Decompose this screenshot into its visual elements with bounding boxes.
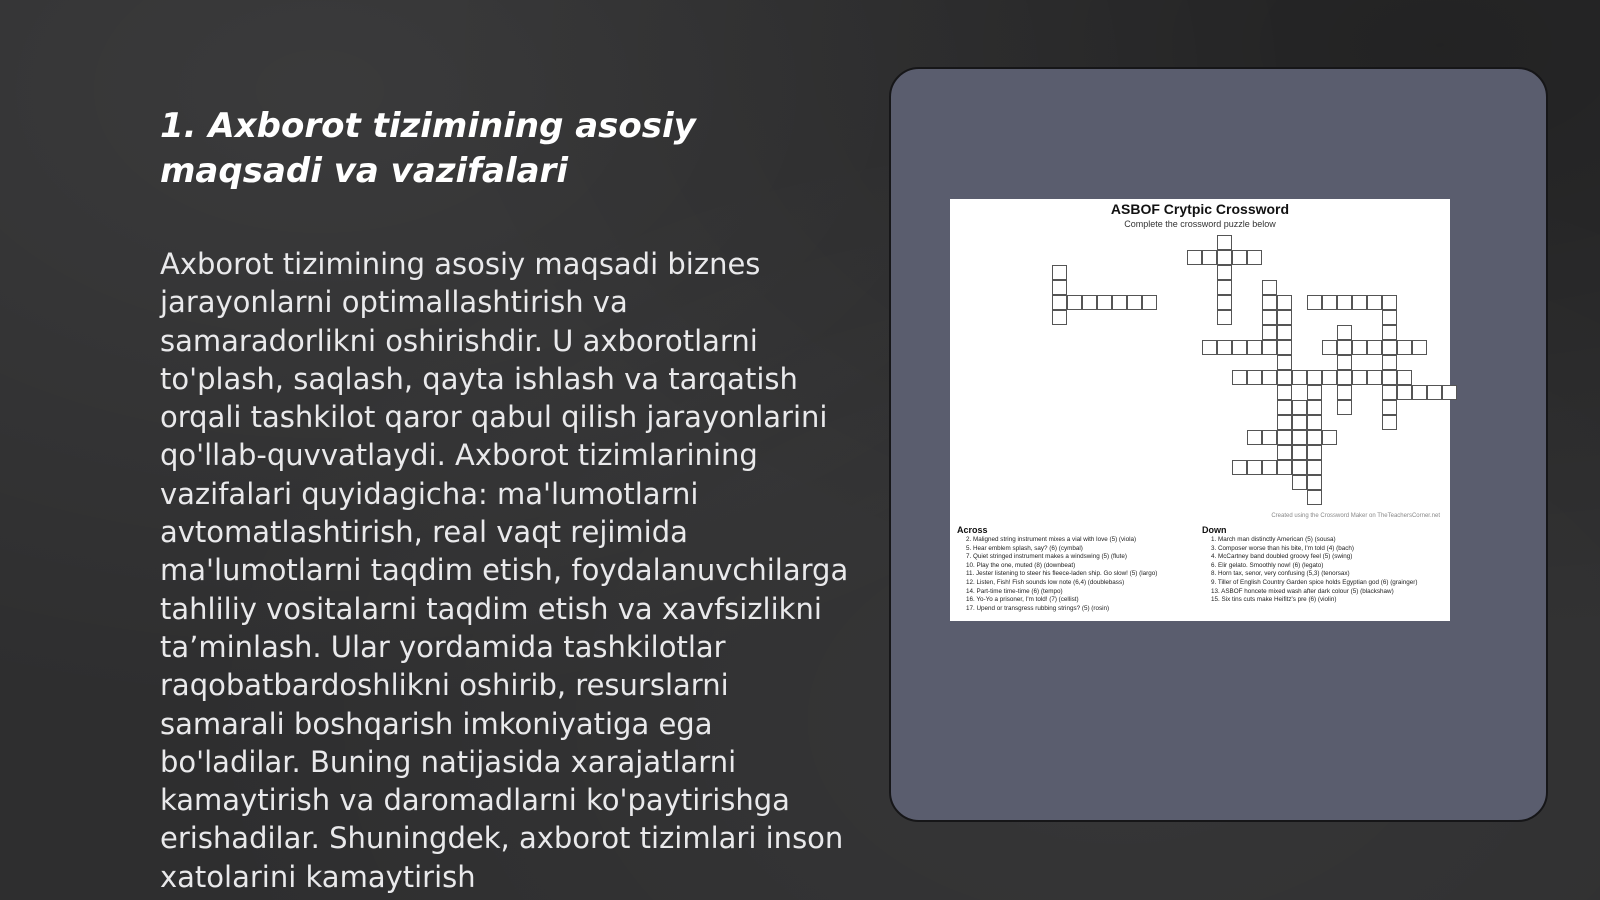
crossword-cell (1307, 445, 1322, 460)
crossword-cell (1442, 385, 1457, 400)
crossword-cell (1277, 310, 1292, 325)
crossword-cell (1382, 295, 1397, 310)
crossword-cell (1277, 325, 1292, 340)
crossword-cell (1232, 250, 1247, 265)
crossword-cell (1307, 490, 1322, 505)
across-clue: 2. Maligned string instrument mixes a vial with love (5) (viola) (966, 536, 1137, 543)
crossword-cell (1382, 385, 1397, 400)
crossword-cell (1292, 370, 1307, 385)
crossword-cell (1307, 415, 1322, 430)
crossword-cell (1277, 430, 1292, 445)
down-clue: 9. Tiller of English Country Garden spice holds Egyptian god (6) (grainger) (1211, 578, 1418, 586)
crossword-credit: Created using the Crossword Maker on TheTeachersCorner.net (1271, 513, 1440, 519)
crossword-cell (1262, 430, 1277, 445)
across-clue: 5. Hear emblem splash, say? (6) (cymbal) (966, 544, 1083, 552)
across-clue: 17. Upend or transgress rubbing strings? (5) (rosin) (966, 604, 1110, 612)
crossword-cell (1307, 295, 1322, 310)
crossword-cell (1262, 370, 1277, 385)
crossword-grid (950, 199, 1450, 529)
crossword-cell (1052, 295, 1067, 310)
down-clue: 4. McCartney band doubled groovy feel (5) (swing) (1211, 553, 1353, 561)
crossword-cell (1217, 280, 1232, 295)
crossword-cell (1382, 355, 1397, 370)
crossword-cell (1217, 295, 1232, 310)
slide-body-text: Axborot tizimining asosiy maqsadi biznes jarayonlarni optimallashtirish va samaradorlikni oshirishdir. U axborotlarni to'plash, saqlash, qayta ishlash va tarqatish orqali tashkilot qaror qabul qilish jarayonlarini qo'llab-quvvatlaydi. Axborot tizimlarining vazifalari quyidagicha: ma'lumotlarni avtomatlashtirish, real vaqt rejimida ma'lumotlarni taqdim etish, foydalanuvchilarga tahliliy vositalarni taqdim etish va xavfsizlikni ta’minlash. Ular yordamida tashkilotlar raqobatbardoshlikni oshirib, resurslarni samarali boshqarish imkoniyatiga ega bo'ladilar. Buning natijasida xarajatlarni kamaytirish va daromadlarni ko'paytirishga erishadilar. Shuningdek, axborot tizimlari inson xatolarini kamaytirish (160, 247, 849, 894)
crossword-cell (1292, 415, 1307, 430)
crossword-cell (1052, 265, 1067, 280)
crossword-cell (1262, 280, 1277, 295)
crossword-cell (1277, 385, 1292, 400)
crossword-cell (1337, 295, 1352, 310)
crossword-cell (1397, 370, 1412, 385)
across-heading: Across (957, 525, 988, 535)
crossword-cell (1292, 475, 1307, 490)
crossword-cell (1052, 280, 1067, 295)
crossword-cell (1337, 340, 1352, 355)
crossword-cell (1292, 400, 1307, 415)
crossword-cell (1337, 325, 1352, 340)
down-clue: 8. Horn tax, senor, very confusing (5,3) (tenorsax) (1211, 570, 1350, 578)
crossword-subtitle: Complete the crossword puzzle below (1124, 219, 1276, 229)
crossword-cell (1277, 445, 1292, 460)
crossword-cell (1427, 385, 1442, 400)
crossword-cell (1307, 400, 1322, 415)
crossword-cell (1202, 250, 1217, 265)
crossword-cell (1097, 295, 1112, 310)
crossword-cell (1382, 325, 1397, 340)
crossword-cell (1292, 460, 1307, 475)
crossword-cell (1382, 340, 1397, 355)
crossword-cell (1307, 475, 1322, 490)
crossword-cell (1307, 460, 1322, 475)
crossword-cell (1412, 340, 1427, 355)
across-clue: 14. Part-time time-time (6) (tempo) (966, 587, 1063, 595)
crossword-cell (1382, 415, 1397, 430)
crossword-cell (1307, 385, 1322, 400)
crossword-cell (1292, 430, 1307, 445)
crossword-cell (1322, 295, 1337, 310)
crossword-cell (1217, 265, 1232, 280)
crossword-cell (1277, 415, 1292, 430)
across-clue: 16. Yo-Yo a prisoner, I'm told! (7) (cellist) (966, 596, 1079, 604)
down-clue: 15. Six tins cuts make Heifitz's pre (6) (violin) (1211, 596, 1337, 604)
crossword-cell (1412, 385, 1427, 400)
crossword-cell (1337, 385, 1352, 400)
crossword-cell (1367, 370, 1382, 385)
crossword-cell (1247, 370, 1262, 385)
crossword-cell (1232, 460, 1247, 475)
crossword-cell (1262, 340, 1277, 355)
crossword-cell (1232, 370, 1247, 385)
down-clue: 3. Composer worse than his bite, I'm told (4) (bach) (1211, 544, 1354, 552)
crossword-cell (1382, 370, 1397, 385)
crossword-cell (1322, 430, 1337, 445)
crossword-cell (1112, 295, 1127, 310)
crossword-cell (1382, 310, 1397, 325)
down-clues (1202, 525, 1437, 605)
across-clue: 7. Quiet stringed instrument makes a windswing (5) (flute) (966, 553, 1127, 561)
crossword-cell (1247, 430, 1262, 445)
crossword-cell (1322, 370, 1337, 385)
crossword-cell (1127, 295, 1142, 310)
crossword-cell (1352, 295, 1367, 310)
crossword-cell (1247, 250, 1262, 265)
across-clue: 10. Play the one, muted (8) (downbeat) (966, 561, 1076, 569)
crossword-cell (1337, 370, 1352, 385)
down-heading: Down (1202, 525, 1227, 535)
crossword-cell (1082, 295, 1097, 310)
crossword-cell (1397, 340, 1412, 355)
crossword-cell (1307, 370, 1322, 385)
crossword-cell (1367, 340, 1382, 355)
crossword-cell (1337, 400, 1352, 415)
crossword-cell (1277, 400, 1292, 415)
down-clue: 6. Elir gelato. Smoothly now! (6) (legato) (1211, 561, 1324, 569)
crossword-cell (1337, 355, 1352, 370)
crossword-image (950, 199, 1450, 621)
crossword-cell (1067, 295, 1082, 310)
crossword-cell (1382, 400, 1397, 415)
crossword-cell (1052, 310, 1067, 325)
crossword-cell (1247, 460, 1262, 475)
crossword-title: ASBOF Crytpic Crossword (1110, 201, 1290, 217)
across-clue: 11. Jester listening to steer his fleece-laden ship. Go slow! (5) (largo) (966, 570, 1158, 578)
crossword-cell (1247, 340, 1262, 355)
crossword-cell (1277, 295, 1292, 310)
crossword-cell (1352, 340, 1367, 355)
across-clue: 12. Listen, Fish! Fish sounds low note (6,4) (doublebass) (966, 578, 1125, 586)
crossword-cell (1217, 250, 1232, 265)
crossword-cell (1232, 340, 1247, 355)
down-clue: 1. March man distinctly American (5) (sousa) (1211, 536, 1336, 543)
crossword-cell (1277, 460, 1292, 475)
crossword-cell (1397, 385, 1412, 400)
crossword-cell (1367, 295, 1382, 310)
across-clues (957, 525, 1192, 613)
crossword-cell (1262, 460, 1277, 475)
crossword-cell (1187, 250, 1202, 265)
crossword-cell (1217, 340, 1232, 355)
crossword-cell (1142, 295, 1157, 310)
crossword-cell (1277, 370, 1292, 385)
crossword-cell (1277, 355, 1292, 370)
crossword-cell (1262, 310, 1277, 325)
crossword-cell (1277, 340, 1292, 355)
crossword-cell (1307, 430, 1322, 445)
crossword-cell (1217, 310, 1232, 325)
crossword-cell (1292, 445, 1307, 460)
crossword-cell (1262, 325, 1277, 340)
crossword-cell (1352, 370, 1367, 385)
down-clue: 13. ASBOF honcete mixed wash after dark colour (5) (blackshaw) (1211, 587, 1394, 595)
crossword-cell (1322, 340, 1337, 355)
crossword-cell (1262, 295, 1277, 310)
slide-title: 1. Axborot tizimining asosiy maqsadi va vazifalari (160, 106, 696, 191)
crossword-cell (1202, 340, 1217, 355)
crossword-cell (1217, 235, 1232, 250)
